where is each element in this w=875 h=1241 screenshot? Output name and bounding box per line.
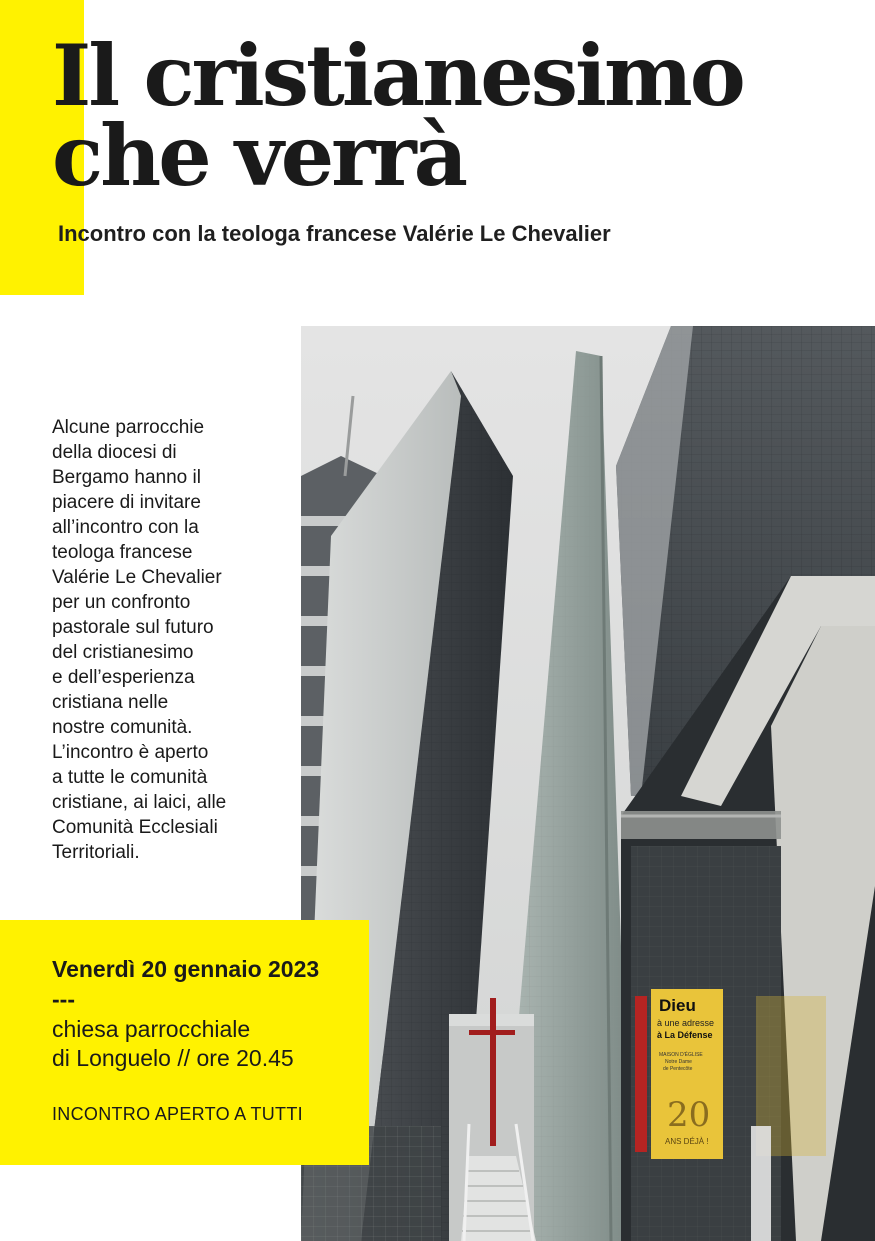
intro-line: L’incontro è aperto bbox=[52, 742, 209, 763]
intro-line: Territoriali. bbox=[52, 842, 140, 863]
subtitle: Incontro con la teologa francese Valérie Le Chevalier bbox=[58, 221, 611, 246]
intro-line: nostre comunità. bbox=[52, 717, 193, 738]
event-info-box bbox=[0, 920, 369, 1165]
page-title bbox=[52, 26, 852, 205]
intro-line: per un confronto bbox=[52, 592, 191, 613]
banner-line-4: Notre Dame bbox=[665, 1059, 692, 1065]
intro-line: Comunità Ecclesiali bbox=[52, 817, 218, 838]
chapel-with-cross bbox=[449, 998, 536, 1241]
event-note: INCONTRO APERTO A TUTTI bbox=[52, 1104, 303, 1124]
event-venue-line-1: chiesa parrocchiale bbox=[52, 1016, 251, 1042]
intro-line: della diocesi di bbox=[52, 442, 177, 463]
event-separator: --- bbox=[52, 986, 75, 1012]
title-line-1: Il cristianesimo bbox=[52, 26, 743, 125]
intro-line: all’incontro con la bbox=[52, 517, 199, 538]
red-cross-vertical bbox=[490, 998, 496, 1146]
banner-tail: ANS DÉJÀ ! bbox=[665, 1137, 709, 1146]
banner-line-2: à La Défense bbox=[657, 1030, 713, 1040]
red-cross-horizontal bbox=[469, 1030, 515, 1035]
event-venue-line-2: di Longuelo // ore 20.45 bbox=[52, 1045, 294, 1071]
intro-line: cristiane, ai laici, alle bbox=[52, 792, 227, 813]
intro-line: teologa francese bbox=[52, 542, 193, 563]
intro-line: del cristianesimo bbox=[52, 642, 194, 663]
intro-line: cristiana nelle bbox=[52, 692, 169, 713]
title-line-2: che verrà bbox=[52, 106, 466, 205]
church-towers-photo bbox=[301, 326, 875, 1241]
intro-line: Valérie Le Chevalier bbox=[52, 567, 222, 588]
banner-number: 20 bbox=[667, 1095, 711, 1135]
intro-line: piacere di invitare bbox=[52, 492, 201, 513]
banner-word: Dieu bbox=[659, 996, 696, 1015]
intro-line: a tutte le comunità bbox=[52, 767, 208, 788]
event-date: Venerdì 20 gennaio 2023 bbox=[52, 956, 320, 982]
intro-line: Bergamo hanno il bbox=[52, 467, 201, 488]
banner-line-5: de Pentecôte bbox=[663, 1066, 693, 1072]
intro-line: Alcune parrocchie bbox=[52, 417, 205, 438]
intro-line: e dell’esperienza bbox=[52, 667, 195, 688]
intro-paragraph bbox=[52, 415, 287, 865]
banner-line-1: à une adresse bbox=[657, 1018, 715, 1028]
banner-line-3: MAISON D'ÉGLISE bbox=[659, 1052, 703, 1058]
intro-line: pastorale sul futuro bbox=[52, 617, 214, 638]
